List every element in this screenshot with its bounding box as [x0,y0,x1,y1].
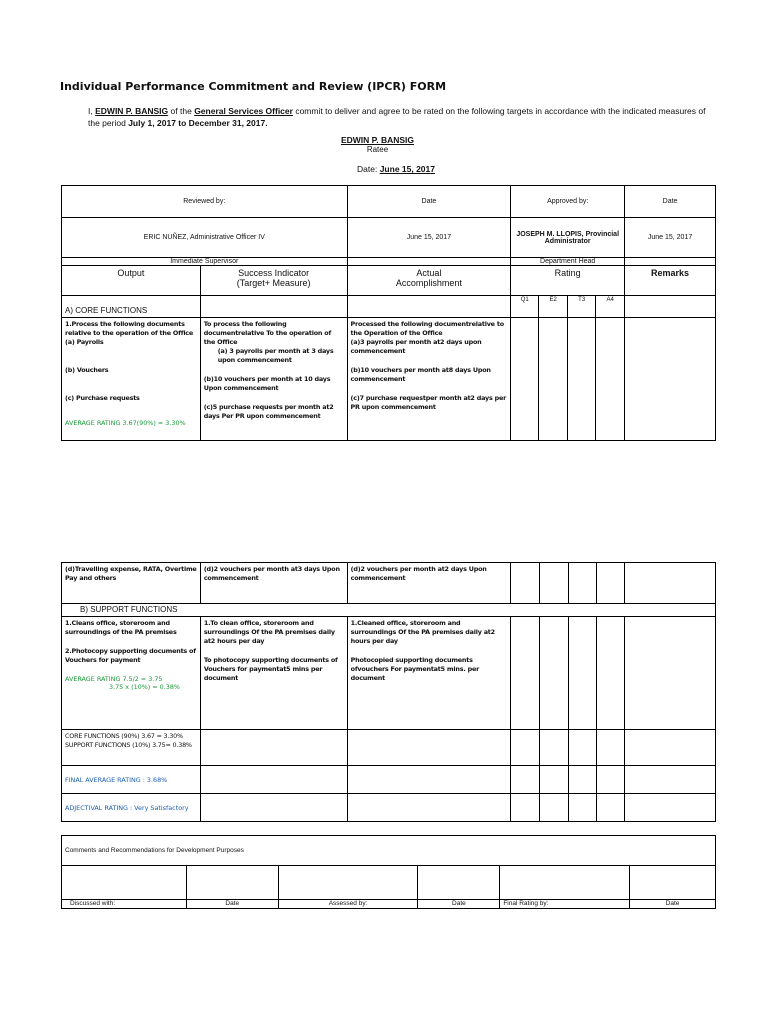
reviewer-date: June 15, 2017 [347,218,511,258]
ratee-name: EDWIN P. BANSIG [340,135,415,145]
col-q1: Q1 [511,296,539,318]
final-date-label: Date [630,900,716,909]
summary-cell: CORE FUNCTIONS (90%) 3.67 = 3.30% SUPPORT FUNCTIONS (10%) 3.75= 0.38% [62,730,201,766]
core-actual-cell: Processed the following documentrelative to the Operation of the Office (a)3 payrolls per month at2 days upon commencement (b)10 vouchers per month at8 days Upon commencement (c)7 purchase requestper month at2 days per PR upon commencement [347,318,511,441]
final-rating-by-label: Final Rating by: [500,900,630,909]
support-functions-heading: B) SUPPORT FUNCTIONS [62,604,716,617]
support-actual-cell: 1.Cleaned office, storeroom and surroundings Of the PA premises daily at2 hours per day Photocopied supporting documents ofvouchers For paymentat5 mins. per document [347,617,511,730]
col-a4: A4 [596,296,625,318]
review-date-label: Date [347,186,511,218]
final-average-rating: FINAL AVERAGE RATING : 3.68% [62,766,201,794]
adjectival-rating: ADJECTIVAL RATING : Very Satisfactory [62,794,201,822]
discussed-with-label: Discussed with: [62,900,187,909]
comments-heading: Comments and Recommendations for Development Purposes [62,836,716,866]
approve-date-label: Date [625,186,716,218]
comments-table [61,835,716,909]
reviewer-role: Immediate Supervisor [62,258,348,266]
rating-period: July 1, 2017 to December 31, 2017. [128,118,268,128]
ratee-block [330,135,425,154]
col-actual: Actual Accomplishment [347,266,511,296]
col-output: Output [62,266,201,296]
support-output-cell: 1.Cleans office, storeroom and surroundings of the PA premises 2.Photocopy supporting documents of Vouchers for payment AVERAGE RATING 7.5/2 = 3.75 3.75 x (10%) = 0.38% [62,617,201,730]
commitment-statement: I, EDWIN P. BANSIG of the General Services Officer commit to deliver and agree to be rated on the following targets in accordance with the indicated measures of the period July 1, 2017 to December 31, 2017. [88,106,706,128]
reviewer-name: ERIC NUÑEZ, Administrative Officer IV [62,218,348,258]
assessed-date-label: Date [418,900,500,909]
core-output-cell: 1.Process the following documents relative to the operation of the Office (a) Payrolls (b) Vouchers (c) Purchase requests AVERAGE RATING 3.67(90%) = 3.30% [62,318,201,441]
core-d-actual: (d)2 vouchers per month at2 days Upon commencement [347,563,511,604]
employee-name: EDWIN P. BANSIG [95,106,169,116]
support-success-cell: 1.To clean office, storeroom and surroundings Of the PA premises daily at2 hours per day To photocopy supporting documents of Vouchers for paymentat5 mins per document [200,617,347,730]
core-d-success: (d)2 vouchers per month at3 days Upon commencement [200,563,347,604]
col-success-indicator: Success Indicator (Target+ Measure) [200,266,347,296]
core-success-cell: To process the following documentrelative To the operation of the Office (a) 3 payrolls per month at 3 days upon commencement (b)10 vouchers per month at 10 days Upon commencement (c)5 purchase requests per month at2 days Per PR upon commencement [200,318,347,441]
assessed-by-label: Assessed by: [278,900,418,909]
col-rating: Rating [511,266,625,296]
approved-by-label: Approved by: [511,186,625,218]
form-title: Individual Performance Commitment and Review (IPCR) FORM [60,80,447,93]
ratee-label: Ratee [366,145,389,154]
col-t3: T3 [568,296,596,318]
discussed-date-label: Date [186,900,278,909]
approver-name: JOSEPH M. LLOPIS, Provincial Administrator [511,218,625,258]
approver-date: June 15, 2017 [625,218,716,258]
support-average-rating: AVERAGE RATING 7.5/2 = 3.75 [65,675,163,683]
office-name: General Services Officer [194,106,293,116]
date-value: June 15, 2017 [379,164,435,174]
ipcr-table-top [61,185,716,441]
approver-role: Department Head [511,258,625,266]
col-e2: E2 [539,296,568,318]
core-average-rating: AVERAGE RATING 3.67(90%) = 3.30% [65,419,186,427]
core-d-output: (d)Travelling expense, RATA, Overtime Pay and others [62,563,201,604]
ipcr-table-bottom [61,562,716,822]
col-remarks: Remarks [625,266,716,296]
core-functions-heading: A) CORE FUNCTIONS [62,296,201,318]
date-line: Date: June 15, 2017 [357,164,435,174]
reviewed-by-label: Reviewed by: [62,186,348,218]
